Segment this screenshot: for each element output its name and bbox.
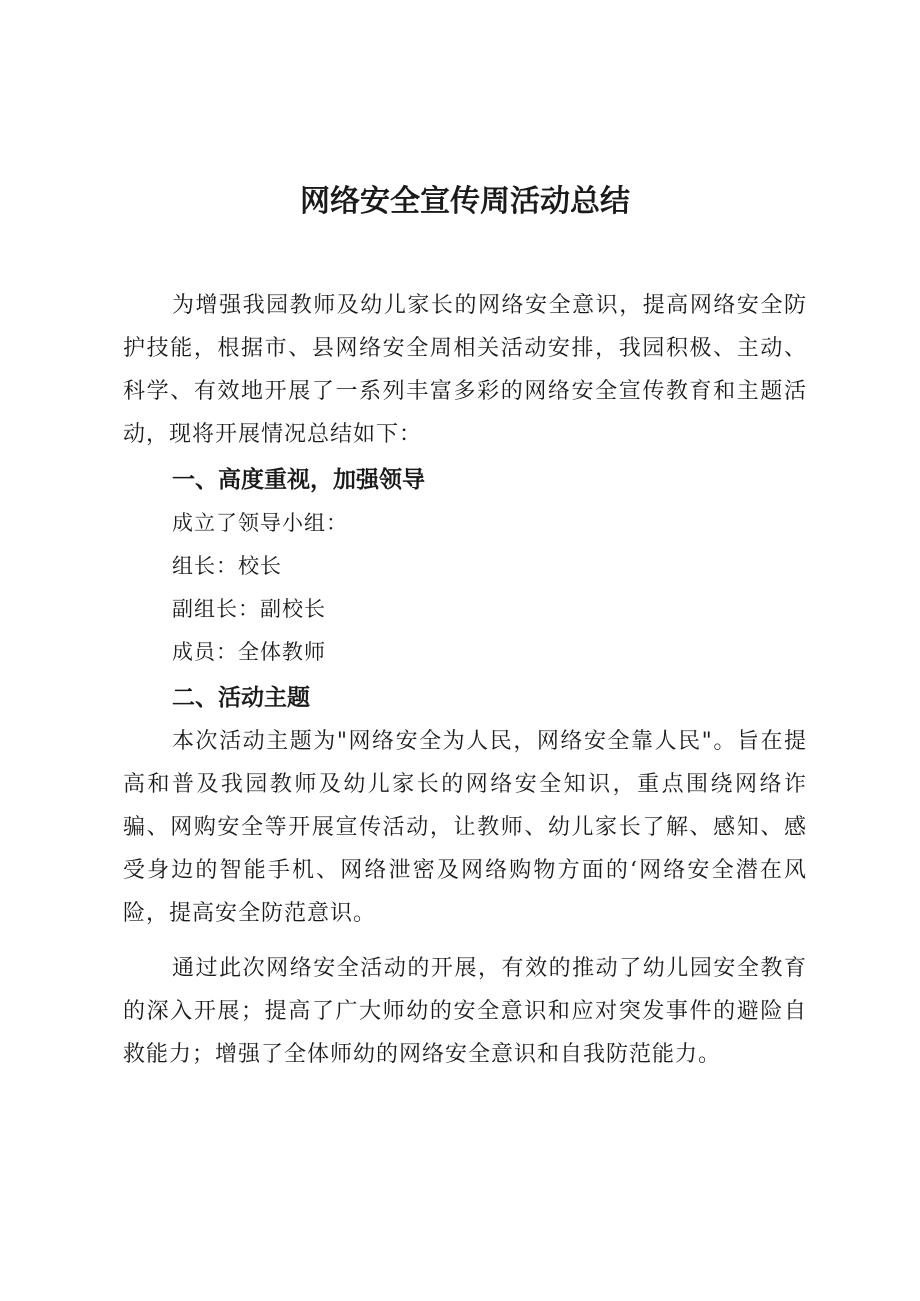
intro-paragraph: 为增强我园教师及幼儿家长的网络安全意识，提高网络安全防护技能，根据市、县网络安全周相关活动安排，我园积极、主动、科学、有效地开展了一系列丰富多彩的网络安全宣传教育和主题活动，现将开展情况总结如下： [123,293,807,447]
deputy-leader-line: 副组长：副校长 [172,597,326,621]
document-title: 网络安全宣传周活动总结 [300,184,630,219]
conclusion-paragraph: 通过此次网络安全活动的开展，有效的推动了幼儿园安全教育的深入开展；提高了广大师幼的安全意识和应对突发事件的避险自救能力；增强了全体师幼的网络安全意识和自我防范能力。 [123,956,807,1067]
members-line: 成员：全体教师 [172,640,326,664]
document-page [123,180,807,1076]
theme-paragraph: 本次活动主题为"网络安全为人民，网络安全靠人民"。旨在提高和普及我园教师及幼儿家长的网络安全知识，重点围绕网络诈骗、网购安全等开展宣传活动，让教师、幼儿家长了解、感知、感受身边的智能手机、网络泄密及网络购物方面的‘网络安全潜在风险，提高安全防范意识。 [123,729,807,926]
section-1-heading: 一、高度重视，加强领导 [172,467,425,493]
section-2-heading: 二、活动主题 [172,685,310,711]
leadership-group-line: 成立了领导小组： [172,511,348,535]
group-leader-line: 组长：校长 [172,554,282,578]
